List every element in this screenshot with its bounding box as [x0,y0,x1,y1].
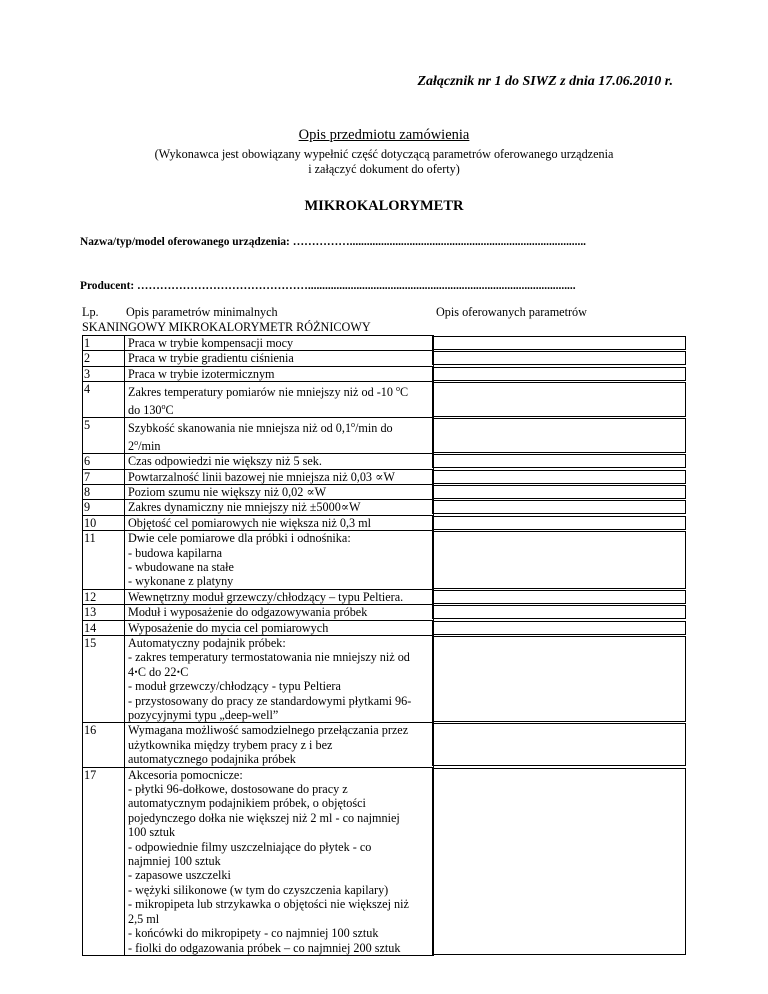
section-heading: SKANINGOWY MIKROKALORYMETR RÓŻNICOWY [82,320,371,334]
offered-parameter-input[interactable] [432,454,686,468]
offered-parameter-input[interactable] [432,531,686,589]
description-line: najmniej 100 sztuk [128,854,221,869]
device-name-field[interactable]: Nazwa/typ/model oferowanego urządzenia: ……………................................................................................... [80,236,587,248]
row-description [125,589,434,604]
description-line: Wewnętrzny moduł grzewczy/chłodzący – typu Peltiera. [128,589,404,604]
description-line: automatycznego podajnika próbek [128,752,296,767]
row-number: 10 [83,515,125,530]
row-number: 8 [83,484,125,499]
offered-parameter-input[interactable] [432,605,686,619]
producer-field[interactable]: Producent: ……………………………………….............................................................................................. [80,280,576,292]
description-line: 2$^o$/min [128,437,161,453]
description-line: - wykonane z platyny [128,574,234,589]
offered-parameter-input[interactable] [432,621,686,635]
header-offered: Opis oferowanych parametrów [436,305,587,319]
description-line: Zakres temperatury pomiarów nie mniejszy niż od -10 $^o$C [128,384,409,400]
table-row [83,635,434,722]
offered-parameter-input[interactable] [432,351,686,365]
offered-parameter-input[interactable] [432,367,686,381]
row-number: 16 [83,723,125,767]
document-subtitle [0,147,768,177]
annex-reference: Załącznik nr 1 do SIWZ z dnia 17.06.2010 r. [417,74,673,89]
row-description [125,454,434,469]
subtitle-line-1: (Wykonawca jest obowiązany wypełnić część dotyczącą parametrów oferowanego urządzenia [154,147,614,161]
description-line: Wymagana możliwość samodzielnego przełączania przez [128,723,409,738]
row-description [125,382,434,418]
description-line: Praca w trybie izotermicznym [128,366,275,381]
row-number: 3 [83,366,125,381]
row-number: 9 [83,500,125,515]
row-description [125,620,434,635]
offered-parameter-input[interactable] [432,418,686,453]
description-line: Praca w trybie gradientu ciśnienia [128,351,294,366]
table-row [83,589,434,604]
row-number: 11 [83,531,125,590]
description-line: Zakres dynamiczny nie mniejszy niż ±5000∝W [128,500,361,515]
description-line: - fiolki do odgazowania próbek – co najmniej 200 sztuk [128,940,401,955]
header-description: Opis parametrów minimalnych [126,305,278,319]
description-line: Szybkość skanowania nie mniejsza niż od 0,1$^o$/min do [128,420,393,436]
description-line: - moduł grzewczy/chłodzący - typu Peltiera [128,679,341,694]
offered-parameter-input[interactable] [432,500,686,514]
description-line: Praca w trybie kompensacji mocy [128,336,294,350]
offered-parameter-input[interactable] [432,336,686,350]
table-row [83,515,434,530]
row-number: 7 [83,469,125,484]
description-line: - zakres temperatury termostatowania nie mniejszy niż od [128,650,410,665]
description-line: - końcówki do mikropipety - co najmniej 100 sztuk [128,926,379,941]
row-number: 12 [83,589,125,604]
description-line: Powtarzalność linii bazowej nie mniejsza niż 0,03 ∝W [128,469,395,484]
row-description [125,336,434,351]
row-description [125,767,434,955]
description-line: - wężyki silikonowe (w tym do czyszczenia kapilary) [128,882,389,897]
description-line: automatycznym podajnikiem próbek, o objętości [128,796,366,811]
row-description [125,500,434,515]
row-number: 17 [83,767,125,955]
table-row [83,620,434,635]
description-line: Akcesoria pomocnicze: [128,767,243,782]
table-row [83,531,434,590]
table-row [83,767,434,955]
document-title: Opis przedmiotu zamówienia [298,127,470,143]
parameter-rows [82,335,434,956]
description-line: - płytki 96-dołkowe, dostosowane do pracy z [128,782,348,797]
table-row [83,382,434,418]
description-line: do 130$^o$C [128,401,174,417]
table-row [83,336,434,351]
table-row [83,418,434,454]
description-line: - wbudowane na stałe [128,559,234,574]
row-number: 15 [83,635,125,722]
specification-table [82,305,688,956]
row-number: 13 [83,605,125,620]
description-line: 100 sztuk [128,825,176,840]
table-row [83,469,434,484]
description-line: - budowa kapilarna [128,545,223,560]
row-number: 5 [83,418,125,454]
offered-parameter-input[interactable] [432,516,686,530]
device-heading: MIKROKALORYMETR [304,198,464,214]
description-line: - mikropipeta lub strzykawka o objętości nie większej niż [128,897,409,912]
row-number: 2 [83,351,125,366]
description-line: Poziom szumu nie większy niż 0,02 ∝W [128,484,327,499]
offered-parameter-input[interactable] [432,636,686,722]
description-line: - zapasowe uszczelki [128,868,231,883]
subtitle-line-2: i załączyć dokument do oferty) [308,162,460,176]
row-description [125,723,434,767]
table-row [83,723,434,767]
row-description [125,418,434,454]
table-row [83,366,434,381]
table-row [83,484,434,499]
row-number: 1 [83,336,125,351]
description-line: Automatyczny podajnik próbek: [128,635,286,650]
table-row [83,500,434,515]
description-line: 4ꞏC do 22ꞏC [128,664,189,679]
description-line: Wyposażenie do mycia cel pomiarowych [128,620,329,635]
row-description [125,469,434,484]
description-line: pozycyjnymi typu „deep-well” [128,708,279,722]
offered-parameter-input[interactable] [432,768,686,955]
offered-parameter-input[interactable] [432,590,686,604]
description-line: użytkownika między trybem pracy z i bez [128,737,333,752]
description-line: Dwie cele pomiarowe dla próbki i odnośnika: [128,531,351,546]
description-line: - przystosowany do pracy ze standardowymi płytkami 96- [128,693,412,708]
offered-parameter-input[interactable] [432,485,686,499]
row-description [125,351,434,366]
offered-parameter-input[interactable] [432,470,686,484]
row-description [125,531,434,590]
row-description [125,484,434,499]
row-description [125,366,434,381]
table-row [83,351,434,366]
description-line: Czas odpowiedzi nie większy niż 5 sek. [128,454,322,469]
row-description [125,605,434,620]
row-number: 6 [83,454,125,469]
row-number: 4 [83,382,125,418]
header-lp: Lp. [82,305,99,319]
description-line: Objętość cel pomiarowych nie większa niż 0,3 ml [128,515,372,530]
row-description [125,635,434,722]
table-row [83,454,434,469]
offered-parameter-input[interactable] [432,382,686,417]
row-description [125,515,434,530]
description-line: 2,5 ml [128,911,160,926]
offered-parameter-input[interactable] [432,723,686,766]
table-row [83,605,434,620]
description-line: Moduł i wyposażenie do odgazowywania próbek [128,605,368,620]
row-number: 14 [83,620,125,635]
table-header [82,305,688,320]
description-line: pojedynczego dołka nie większej niż 2 ml - co najmniej [128,810,400,825]
description-line: - odpowiednie filmy uszczelniające do płytek - co [128,839,372,854]
